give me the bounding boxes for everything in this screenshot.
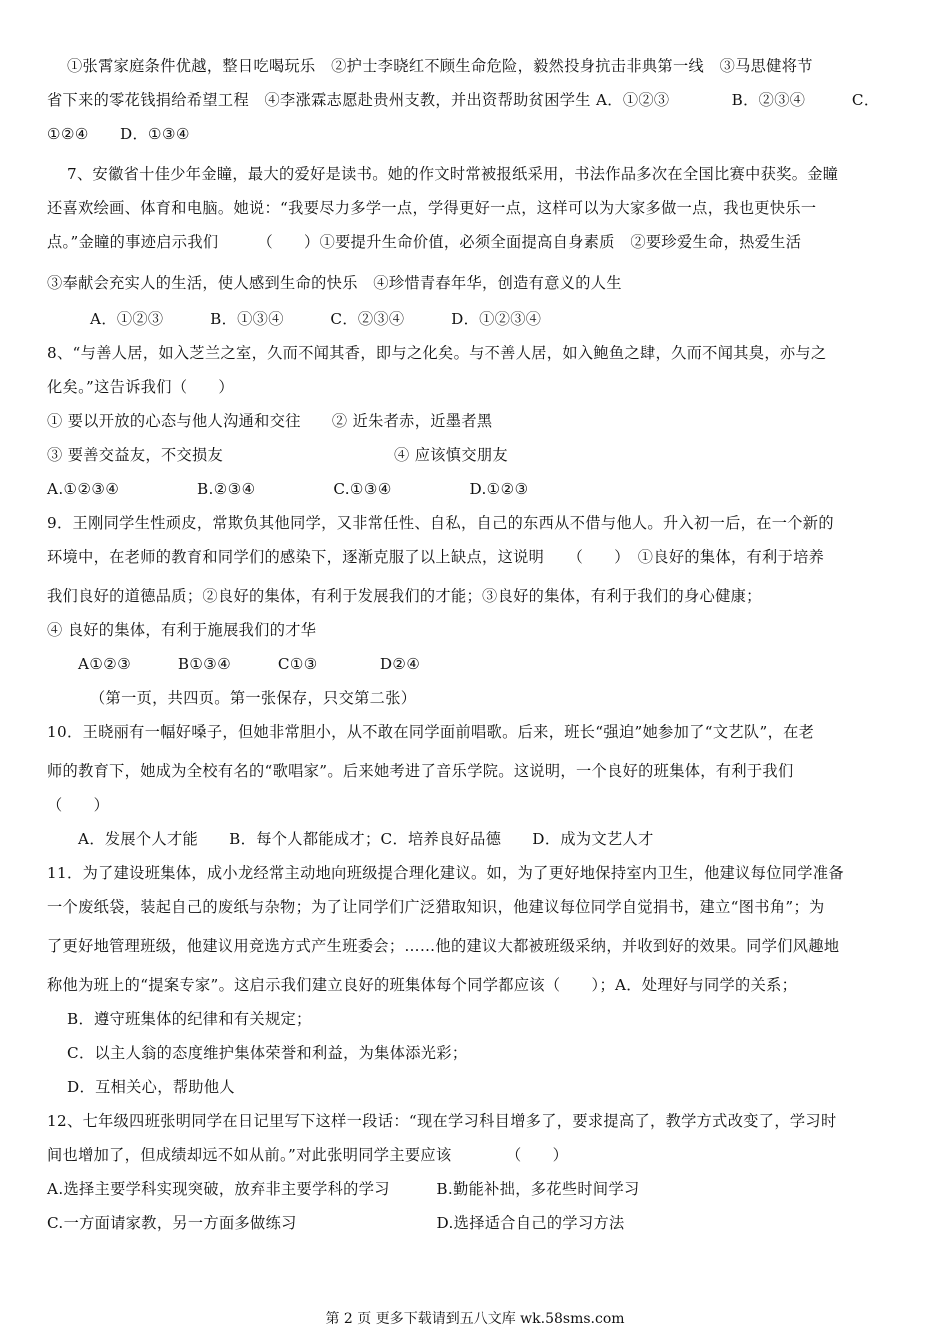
text-line: ③奉献会充实人的生活，使人感到生命的快乐 ④珍惜青春年华，创造有意义的人生	[47, 274, 622, 292]
text-line: （第一页，共四页。第一张保存，只交第二张）	[90, 689, 417, 707]
text-line: 省下来的零花钱捐给希望工程 ④李涨霖志愿赴贵州支教，并出资帮助贫困学生 A．①②③ B．②③④ C．	[47, 91, 880, 109]
text-line: 了更好地管理班级，他建议用竞选方式产生班委会；……他的建议大都被班级采纳，并收到好的效果。同学们风趣地	[47, 937, 840, 955]
text-line: 环境中，在老师的教育和同学们的感染下，逐渐克服了以上缺点，这说明 （ ） ①良好的集体，有利于培养	[47, 548, 825, 566]
text-line: 10．王晓丽有一幅好嗓子，但她非常胆小，从不敢在同学面前唱歌。后来，班长“强迫”她参加了“文艺队”，在老	[47, 723, 815, 741]
text-line: C．以主人翁的态度维护集体荣誉和利益，为集体添光彩；	[67, 1044, 468, 1062]
text-line: ④ 良好的集体，有利于施展我们的才华	[47, 621, 317, 639]
text-line: 7、安徽省十佳少年金瞳，最大的爱好是读书。她的作文时常被报纸采用，书法作品多次在全国比赛中获奖。金瞳	[67, 165, 839, 183]
text-line: 还喜欢绘画、体育和电脑。她说：“我要尽力多学一点，学得更好一点，这样可以为大家多做一点，我也更快乐一	[47, 199, 817, 217]
text-line: A．①②③ B．①③④ C．②③④ D．①②③④	[90, 310, 542, 328]
text-line: D．互相关心，帮助他人	[67, 1078, 235, 1096]
text-line: 11．为了建设班集体，成小龙经常主动地向班级提合理化建议。如，为了更好地保持室内卫生，他建议每位同学准备	[47, 864, 844, 882]
text-line: 9．王刚同学生性顽皮，常欺负其他同学，又非常任性、自私，自己的东西从不借与他人。升入初一后，在一个新的	[47, 514, 834, 532]
text-line: （ ）	[47, 796, 110, 814]
text-line: 一个废纸袋，装起自己的废纸与杂物；为了让同学们广泛猎取知识，他建议每位同学自觉捐书，建立“图书角”；为	[47, 898, 825, 916]
text-line: 12、七年级四班张明同学在日记里写下这样一段话：“现在学习科目增多了，要求提高了，教学方式改变了，学习时	[47, 1112, 837, 1130]
text-line: C.一方面请家教，另一方面多做练习 D.选择适合自己的学习方法	[47, 1214, 625, 1232]
text-line: ① 要以开放的心态与他人沟通和交往 ② 近朱者赤，近墨者黑	[47, 412, 493, 430]
text-line: A①②③ B①③④ C①③ D②④	[78, 655, 421, 673]
text-line: ③ 要善交益友，不交损友 ④ 应该慎交朋友	[47, 446, 508, 464]
text-line: 点。”金瞳的事迹启示我们 （ ）①要提升生命价值，必须全面提高自身素质 ②要珍爱生命，热爱生活	[47, 233, 802, 251]
text-line: 化矣。”这告诉我们（ ）	[47, 378, 234, 396]
text-line: A.①②③④ B.②③④ C.①③④ D.①②③	[47, 480, 529, 498]
text-line: A.选择主要学科实现突破，放弃非主要学科的学习 B.勤能补拙，多花些时间学习	[47, 1180, 640, 1198]
text-line: ①②④ D．①③④	[47, 125, 190, 143]
text-line: A．发展个人才能 B．每个人都能成才；C．培养良好品德 D．成为文艺人才	[78, 830, 654, 848]
text-line: 8、“与善人居，如入芝兰之室，久而不闻其香，即与之化矣。与不善人居，如入鲍鱼之肆，久而不闻其臭，亦与之	[47, 344, 827, 362]
text-line: 师的教育下，她成为全校有名的“歌唱家”。后来她考进了音乐学院。这说明，一个良好的班集体，有利于我们	[47, 762, 794, 780]
text-line: 间也增加了，但成绩却远不如从前。”对此张明同学主要应该 （ ）	[47, 1146, 569, 1164]
text-line: 我们良好的道德品质；②良好的集体，有利于发展我们的才能；③良好的集体，有利于我们的身心健康；	[47, 587, 762, 605]
text-line: 称他为班上的“提案专家”。这启示我们建立良好的班集体每个同学都应该（ ）；A．处理好与同学的关系；	[47, 976, 798, 994]
text-line: ①张霄家庭条件优越，整日吃喝玩乐 ②护士李晓红不顾生命危险，毅然投身抗击非典第一线 ③马思健将节	[67, 57, 813, 75]
page-footer: 第 2 页 更多下载请到五八文库 wk.58sms.com	[325, 1311, 625, 1327]
text-line: B．遵守班集体的纪律和有关规定；	[67, 1010, 312, 1028]
